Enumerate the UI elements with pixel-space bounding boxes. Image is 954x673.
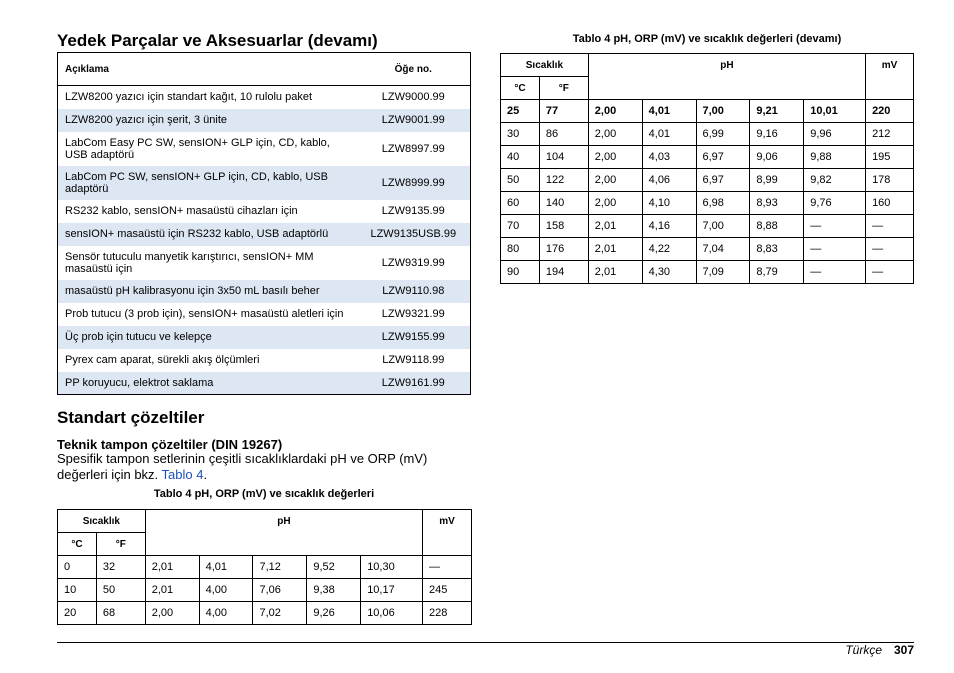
part-item-no: LZW9319.99 — [381, 256, 445, 269]
header-mv: mV — [866, 54, 914, 100]
table-cell: 9,82 — [804, 169, 866, 192]
parts-header-row — [58, 53, 471, 86]
table-cell: 4,01 — [642, 123, 696, 146]
table-4-link[interactable]: Tablo 4 — [161, 467, 204, 482]
part-item-no: LZW9135.99 — [381, 205, 445, 217]
parts-row — [58, 166, 471, 200]
table-cell: — — [423, 556, 472, 579]
header-celsius: °C — [58, 533, 97, 556]
table-cell: 90 — [501, 261, 540, 284]
table-cell: 178 — [866, 169, 914, 192]
table-right-caption: Tablo 4 pH, ORP (mV) ve sıcaklık değerleri (devamı) — [572, 33, 842, 45]
parts-title: Yedek Parçalar ve Aksesuarlar (devamı) — [57, 31, 378, 50]
table-cell: 2,00 — [588, 100, 642, 123]
table-cell: 2,01 — [145, 579, 199, 602]
ph-table-right — [500, 53, 914, 284]
table-cell: 9,26 — [307, 602, 361, 625]
table-cell: 2,00 — [588, 169, 642, 192]
header-temperature: Sıcaklık — [58, 510, 146, 533]
table-row — [58, 602, 472, 625]
table-cell: 4,01 — [199, 556, 253, 579]
header-item-no: Öğe no. — [357, 53, 471, 86]
header-celsius: °C — [501, 77, 540, 100]
part-item-no: LZW8999.99 — [357, 166, 471, 200]
part-item-no: LZW9118.99 — [382, 354, 445, 366]
table-cell: 68 — [96, 602, 145, 625]
table-cell: 2,01 — [588, 261, 642, 284]
table-cell: 6,98 — [696, 192, 750, 215]
table-cell: 212 — [866, 123, 914, 146]
table-cell: 2,00 — [588, 146, 642, 169]
table-cell: — — [866, 261, 914, 284]
table-cell: 7,06 — [253, 579, 307, 602]
table-cell: 8,88 — [750, 215, 804, 238]
part-description: Prob tutucu (3 prob için), sensION+ masaüstü aletleri için — [65, 308, 344, 320]
table-cell: — — [804, 261, 866, 284]
part-item-no: LZW9110.98 — [357, 280, 471, 303]
header-ph: pH — [145, 510, 422, 556]
part-description: RS232 kablo, sensION+ masaüstü cihazları için — [65, 205, 298, 217]
table-cell: 6,99 — [696, 123, 750, 146]
table-cell: 2,00 — [145, 602, 199, 625]
parts-row — [58, 132, 471, 166]
table-cell: 4,10 — [642, 192, 696, 215]
part-description: Sensör tutuculu manyetik karıştırıcı, sensION+ MM masaüstü için — [65, 250, 314, 275]
standards-body — [57, 451, 437, 483]
table-cell: 9,06 — [750, 146, 804, 169]
table-cell: 10,06 — [361, 602, 423, 625]
table-row — [58, 556, 472, 579]
parts-table — [57, 52, 471, 395]
table-cell: 50 — [501, 169, 540, 192]
table-cell: 160 — [866, 192, 914, 215]
table-cell: 9,52 — [307, 556, 361, 579]
table-cell: 4,00 — [199, 579, 253, 602]
table-cell: 7,09 — [696, 261, 750, 284]
table-cell: 10,01 — [804, 100, 866, 123]
table-cell: 70 — [501, 215, 540, 238]
table-cell: 4,00 — [199, 602, 253, 625]
table-cell: 8,79 — [750, 261, 804, 284]
part-description: Üç prob için tutucu ve kelepçe — [58, 326, 357, 349]
table-cell: 10 — [58, 579, 97, 602]
table-cell: 195 — [866, 146, 914, 169]
body-period: . — [203, 467, 208, 482]
table-cell: — — [866, 238, 914, 261]
table-row — [501, 238, 914, 261]
table-cell: — — [866, 215, 914, 238]
table-cell: 0 — [58, 556, 97, 579]
table-cell: 220 — [866, 100, 914, 123]
standards-subtitle: Teknik tampon çözeltiler (DIN 19267) — [57, 437, 283, 452]
table-cell: 50 — [96, 579, 145, 602]
table-cell: 176 — [539, 238, 588, 261]
parts-row — [58, 223, 471, 246]
table-cell: 7,04 — [696, 238, 750, 261]
header-mv: mV — [423, 510, 472, 556]
table-cell: 7,02 — [253, 602, 307, 625]
table-row — [501, 123, 914, 146]
parts-row — [58, 326, 471, 349]
table-cell: 8,83 — [750, 238, 804, 261]
table-cell: 10,30 — [361, 556, 423, 579]
table-cell: 9,96 — [804, 123, 866, 146]
table-cell: 9,88 — [804, 146, 866, 169]
table-cell: 2,01 — [145, 556, 199, 579]
parts-row — [58, 280, 471, 303]
table-cell: 245 — [423, 579, 472, 602]
part-description: sensION+ masaüstü için RS232 kablo, USB adaptörlü — [58, 223, 357, 246]
left-body — [58, 556, 472, 625]
table-cell: 7,00 — [696, 215, 750, 238]
ph-table-left — [57, 509, 472, 625]
header-description: Açıklama — [58, 53, 357, 86]
table-cell: 9,76 — [804, 192, 866, 215]
table-cell: 2,00 — [588, 192, 642, 215]
table-cell: 2,00 — [588, 123, 642, 146]
page-number: 307 — [893, 643, 914, 657]
part-item-no: LZW9135USB.99 — [357, 223, 471, 246]
table-row — [501, 215, 914, 238]
parts-row — [58, 372, 471, 395]
part-item-no: LZW9155.99 — [357, 326, 471, 349]
table-left-caption: Tablo 4 pH, ORP (mV) ve sıcaklık değerleri — [153, 488, 375, 500]
table-cell: 4,30 — [642, 261, 696, 284]
table-cell: 20 — [58, 602, 97, 625]
table-cell: 9,16 — [750, 123, 804, 146]
table-cell: 4,16 — [642, 215, 696, 238]
table-cell: 60 — [501, 192, 540, 215]
table-row — [501, 261, 914, 284]
table-cell: 25 — [501, 100, 540, 123]
table-cell: 86 — [539, 123, 588, 146]
table-row — [501, 146, 914, 169]
parts-row — [58, 200, 471, 223]
part-description: masaüstü pH kalibrasyonu için 3x50 mL basılı beher — [58, 280, 357, 303]
table-cell: — — [804, 238, 866, 261]
table-cell: 40 — [501, 146, 540, 169]
table-cell: — — [804, 215, 866, 238]
table-cell: 104 — [539, 146, 588, 169]
table-cell: 8,93 — [750, 192, 804, 215]
table-row — [501, 100, 914, 123]
parts-row — [58, 246, 471, 280]
table-cell: 4,01 — [642, 100, 696, 123]
part-item-no: LZW9321.99 — [381, 308, 445, 320]
body-text: Spesifik tampon setlerinin çeşitli sıcaklıklardaki pH ve ORP (mV) değerleri için bkz. — [57, 451, 428, 482]
footer-rule — [57, 642, 914, 643]
parts-row — [58, 86, 471, 109]
part-item-no: LZW9001.99 — [357, 109, 471, 132]
table-row — [501, 169, 914, 192]
right-body — [501, 100, 914, 284]
parts-body — [58, 86, 471, 395]
table-cell: 6,97 — [696, 146, 750, 169]
table-cell: 32 — [96, 556, 145, 579]
table-row — [501, 192, 914, 215]
table-cell: 7,00 — [696, 100, 750, 123]
header-ph: pH — [588, 54, 865, 100]
table-cell: 9,38 — [307, 579, 361, 602]
parts-row — [58, 303, 471, 326]
table-cell: 140 — [539, 192, 588, 215]
part-item-no: LZW9000.99 — [381, 91, 445, 104]
table-cell: 228 — [423, 602, 472, 625]
footer-language: Türkçe — [845, 643, 882, 657]
table-cell: 4,03 — [642, 146, 696, 169]
table-cell: 122 — [539, 169, 588, 192]
header-fahrenheit: °F — [539, 77, 588, 100]
table-cell: 2,01 — [588, 215, 642, 238]
standards-title: Standart çözeltiler — [57, 408, 205, 427]
table-row — [58, 579, 472, 602]
part-item-no: LZW9161.99 — [357, 372, 471, 395]
table-cell: 4,22 — [642, 238, 696, 261]
table-cell: 8,99 — [750, 169, 804, 192]
parts-row — [58, 109, 471, 132]
table-cell: 158 — [539, 215, 588, 238]
table-cell: 4,06 — [642, 169, 696, 192]
part-description: LabCom PC SW, sensION+ GLP için, CD, kablo, USB adaptörü — [58, 166, 357, 200]
part-description: LZW8200 yazıcı için standart kağıt, 10 rulolu paket — [65, 91, 313, 104]
part-item-no: LZW8997.99 — [381, 142, 445, 155]
table-cell: 80 — [501, 238, 540, 261]
table-cell: 30 — [501, 123, 540, 146]
header-fahrenheit: °F — [96, 533, 145, 556]
part-description: LabCom Easy PC SW, sensION+ GLP için, CD, kablo, USB adaptörü — [65, 136, 330, 161]
part-description: PP koruyucu, elektrot saklama — [58, 372, 357, 395]
table-cell: 2,01 — [588, 238, 642, 261]
part-description: LZW8200 yazıcı için şerit, 3 ünite — [58, 109, 357, 132]
table-cell: 9,21 — [750, 100, 804, 123]
table-cell: 194 — [539, 261, 588, 284]
part-description: Pyrex cam aparat, sürekli akış ölçümleri — [65, 354, 260, 366]
table-cell: 6,97 — [696, 169, 750, 192]
table-cell: 10,17 — [361, 579, 423, 602]
table-cell: 7,12 — [253, 556, 307, 579]
parts-row — [58, 349, 471, 372]
header-temperature: Sıcaklık — [501, 54, 589, 77]
table-cell: 77 — [539, 100, 588, 123]
